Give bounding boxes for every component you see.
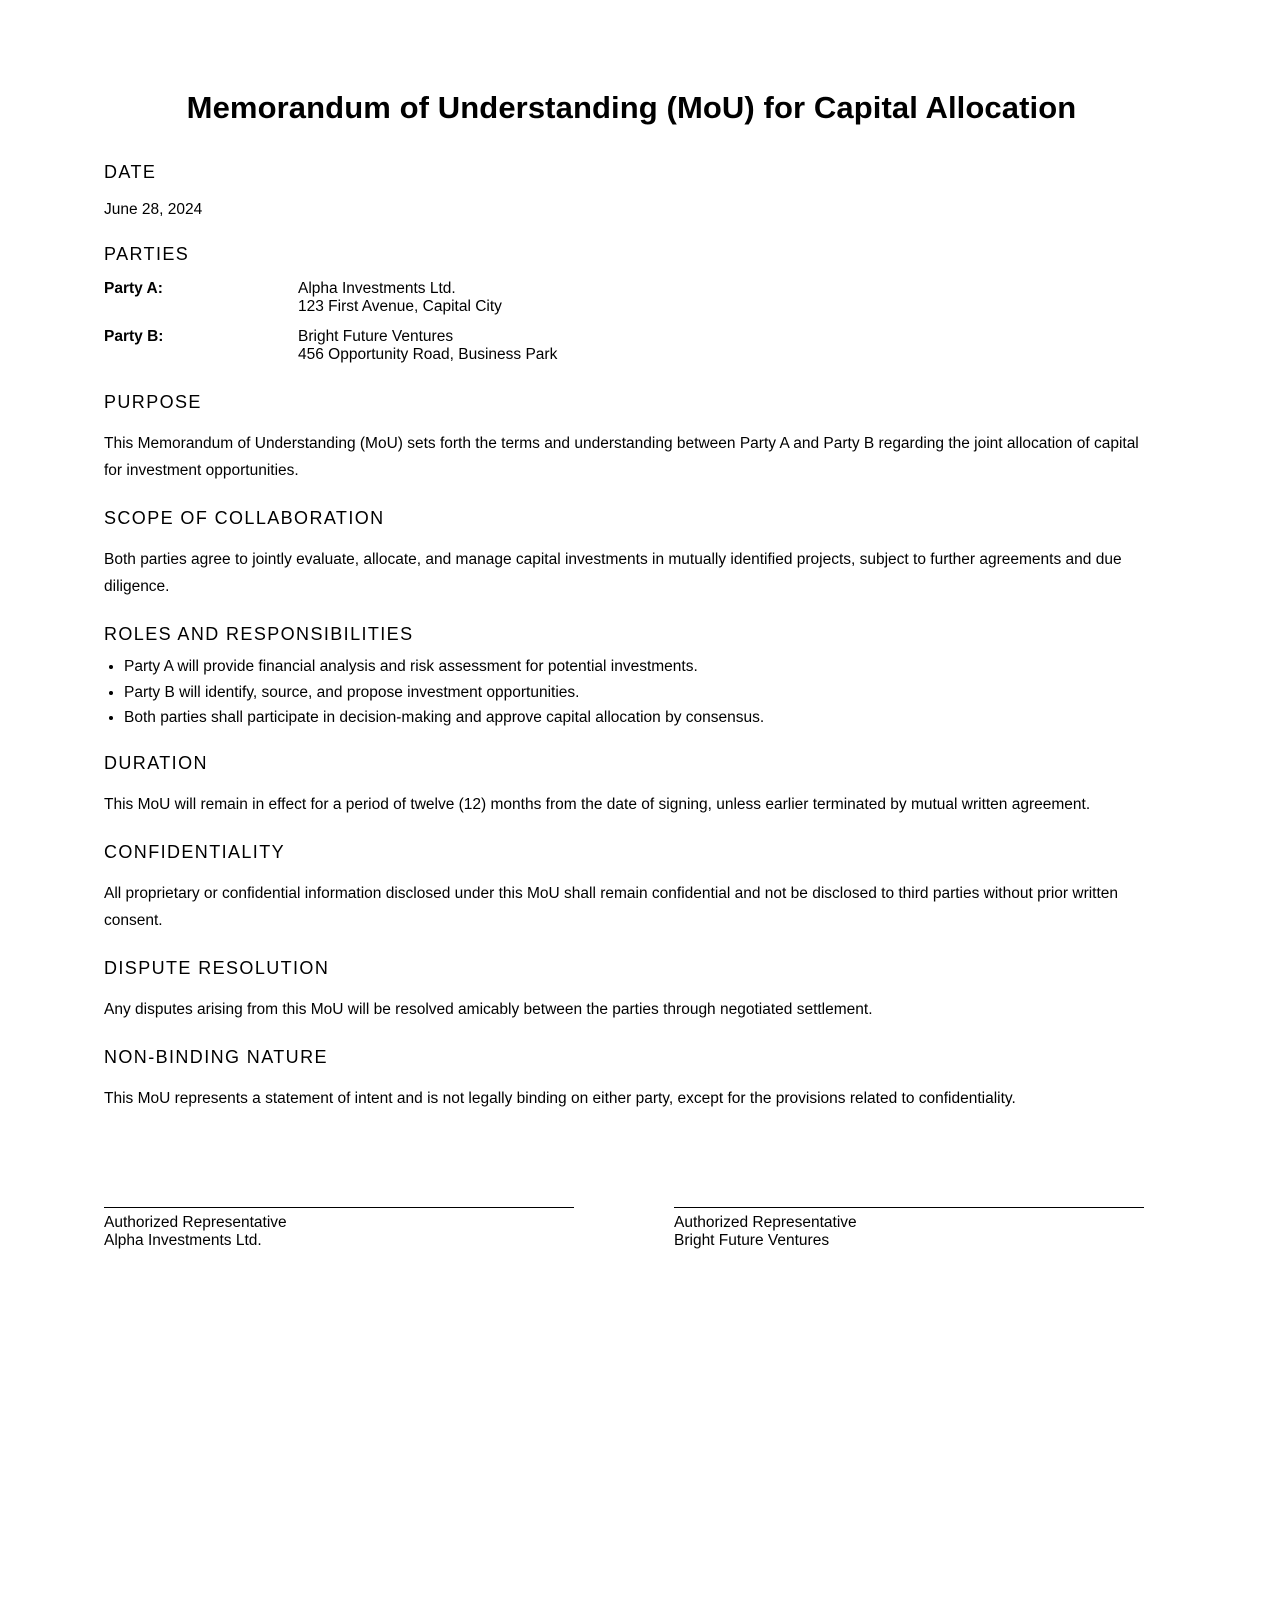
confidentiality-heading: CONFIDENTIALITY bbox=[104, 841, 286, 862]
date-value: June 28, 2024 bbox=[104, 201, 203, 218]
roles-heading: ROLES AND RESPONSIBILITIES bbox=[104, 624, 414, 644]
signature-party: Alpha Investments Ltd. bbox=[104, 1232, 262, 1249]
purpose-text: This Memorandum of Understanding (MoU) sets forth the terms and understanding between Party A and Party B regarding the joint allocation of capital for investment opportunities. bbox=[104, 435, 1139, 479]
signature-block-party-b bbox=[674, 1207, 1144, 1250]
signature-line bbox=[674, 1207, 1144, 1208]
purpose-section bbox=[104, 390, 1159, 484]
list-item: • Party B will identify, source, and propose investment opportunities. bbox=[124, 680, 1159, 706]
parties-list bbox=[104, 280, 1159, 364]
party-a-name: Alpha Investments Ltd. bbox=[298, 280, 456, 297]
duration-heading: DURATION bbox=[104, 752, 208, 773]
roles-section bbox=[104, 622, 1159, 731]
confidentiality-text: All proprietary or confidential information disclosed under this MoU shall remain confidential and not be disclosed to third parties without prior written consent. bbox=[104, 884, 1119, 929]
signature-role: Authorized Representative bbox=[104, 1214, 287, 1231]
party-b-row bbox=[104, 328, 1159, 364]
date-section bbox=[104, 160, 1159, 220]
non-binding-text: This MoU represents a statement of intent and is not legally binding on either party, except for the provisions related to confidentiality. bbox=[104, 1089, 1016, 1107]
confidentiality-section bbox=[104, 840, 1159, 934]
purpose-heading: PURPOSE bbox=[104, 392, 202, 412]
party-a-label: Party A: bbox=[104, 280, 163, 297]
signature-area bbox=[104, 1207, 1144, 1250]
signature-role: Authorized Representative bbox=[674, 1214, 857, 1231]
party-a-row bbox=[104, 280, 1159, 316]
parties-heading: PARTIES bbox=[104, 244, 190, 264]
list-item: • Both parties shall participate in decision-making and approve capital allocation by consensus. bbox=[124, 705, 1159, 731]
list-item: • Party A will provide financial analysis and risk assessment for potential investments. bbox=[124, 654, 1159, 680]
date-heading: DATE bbox=[104, 162, 157, 182]
party-b-address: 456 Opportunity Road, Business Park bbox=[298, 346, 558, 363]
scope-section bbox=[104, 506, 1159, 600]
party-b-detail bbox=[298, 328, 557, 364]
duration-text: This MoU will remain in effect for a period of twelve (12) months from the date of signing, unless earlier terminated by mutual written agreement. bbox=[104, 795, 1091, 813]
party-b-label: Party B: bbox=[104, 328, 164, 345]
dispute-text: Any disputes arising from this MoU will be resolved amicably between the parties through negotiated settlement. bbox=[104, 1000, 873, 1018]
party-a-address: 123 First Avenue, Capital City bbox=[298, 298, 502, 315]
signature-party: Bright Future Ventures bbox=[674, 1232, 830, 1249]
party-a-detail bbox=[298, 280, 502, 316]
document-title: Memorandum of Understanding (MoU) for Capital Allocation bbox=[186, 90, 1077, 125]
signature-line bbox=[104, 1207, 574, 1208]
scope-heading: SCOPE OF COLLABORATION bbox=[104, 508, 385, 528]
signature-block-party-a bbox=[104, 1207, 574, 1250]
parties-section bbox=[104, 242, 1159, 364]
roles-list bbox=[104, 654, 1159, 731]
party-b-name: Bright Future Ventures bbox=[298, 328, 454, 345]
scope-text: Both parties agree to jointly evaluate, allocate, and manage capital investments in mutually identified projects, subject to further agreements and due diligence. bbox=[104, 551, 1122, 595]
non-binding-heading: NON-BINDING NATURE bbox=[104, 1046, 328, 1067]
duration-section bbox=[104, 751, 1159, 818]
dispute-heading: DISPUTE RESOLUTION bbox=[104, 957, 330, 978]
non-binding-section bbox=[104, 1045, 1159, 1112]
dispute-section bbox=[104, 956, 1159, 1023]
